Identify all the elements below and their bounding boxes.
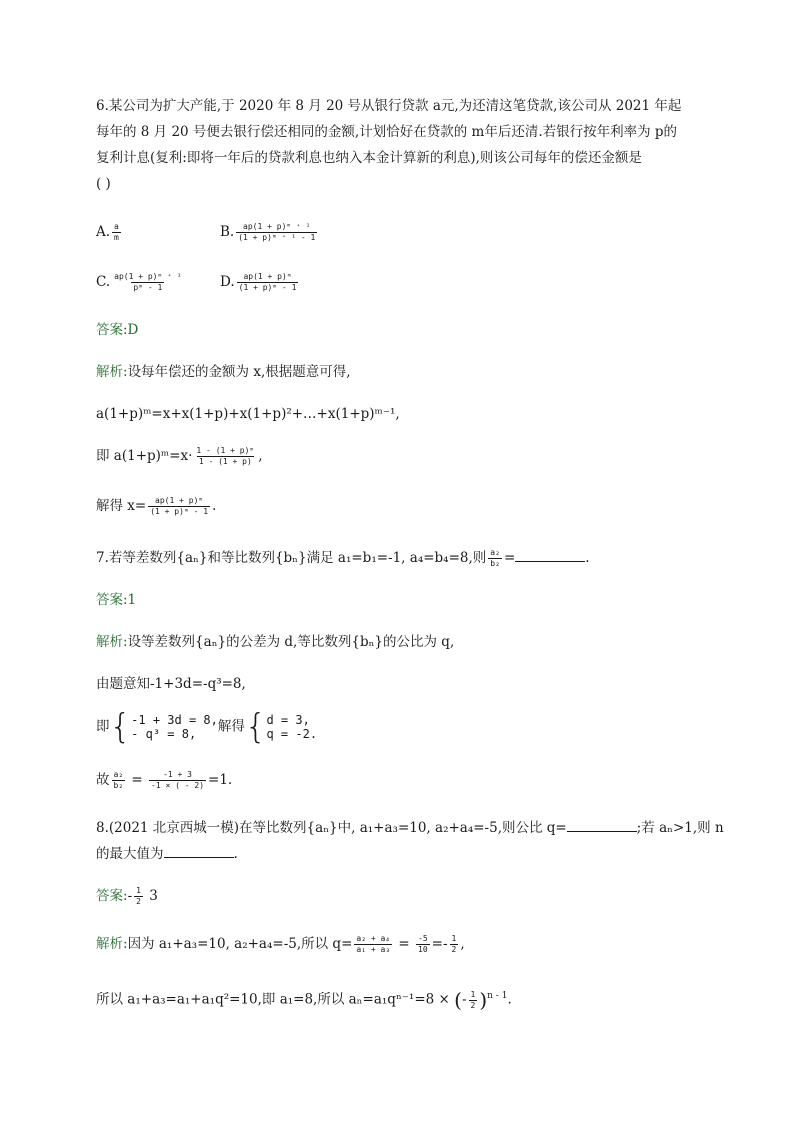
frac-num: ap(1 + p)ᵐ ⁺ ¹: [114, 272, 182, 281]
math-text: .: [212, 498, 217, 514]
option-label: B.: [220, 224, 235, 240]
answer-blank[interactable]: [567, 819, 637, 832]
q6-stem-line1: 6.某公司为扩大产能,于 2020 年 8 月 20 号从银行贷款 a元,为还清这笔贷款,该公司从 2021 年起: [96, 98, 682, 114]
q6-solution-line1: [96, 362, 351, 382]
math-text: 故: [96, 772, 110, 788]
equation-system: [131, 713, 218, 741]
frac-num: a₂: [490, 548, 500, 557]
q8-stem-line2: [96, 844, 238, 864]
frac-den: b₂: [113, 781, 124, 790]
frac-num: -1 + 3: [163, 770, 192, 779]
math-text: 所以 a₁+a₃=a₁+a₁q²=10,即 a₁=8,所以 aₙ=a₁qⁿ⁻¹=8 ×: [96, 991, 455, 1008]
equation-row: q = -2.: [266, 727, 318, 741]
frac-den: 2: [451, 945, 457, 954]
math-text: =1.: [208, 772, 233, 788]
math-text: 3: [144, 888, 158, 904]
exponent: n - 1: [487, 991, 508, 1001]
solution-label: 解析:: [96, 936, 128, 952]
frac-num: ap(1 + p)ᵐ: [243, 272, 292, 281]
math-text: 即 a(1+p)ᵐ=x·: [96, 448, 193, 464]
q6-option-a: [96, 222, 123, 243]
q7-solution-line4: [96, 770, 232, 791]
frac-den: pᵐ - 1: [133, 283, 163, 292]
q7-solution-line2: 由题意知-1+3d=-q³=8,: [96, 676, 246, 692]
equation-row: - q³ = 8,: [131, 727, 197, 741]
solution-text: 设每年偿还的金额为 x,根据题意可得,: [127, 364, 351, 380]
q6-stem-line2: 每年的 8 月 20 号便去银行偿还相同的金额,计划恰好在贷款的 m年后还清.若银行按年利率为 p的: [96, 124, 678, 140]
math-text: -: [127, 888, 133, 904]
frac-num: a₂: [113, 770, 124, 779]
frac-num: a₂ + a₄: [356, 934, 391, 943]
frac-num: -5: [418, 934, 428, 943]
equation-row: d = 3,: [266, 713, 310, 727]
option-label: D.: [220, 274, 235, 290]
math-text: =: [394, 936, 415, 952]
frac-num: 1: [451, 934, 457, 943]
frac-num: 1: [470, 989, 476, 999]
left-brace: {: [109, 707, 132, 747]
q6-answer: 答案:D: [96, 322, 139, 338]
answer-blank[interactable]: [515, 549, 585, 562]
q6-option-c: [96, 272, 186, 293]
answer-blank[interactable]: [164, 845, 234, 858]
frac-num: ap(1 + p)ᵐ ⁺ ¹: [243, 222, 311, 231]
frac-den: 10: [418, 945, 428, 954]
q6-option-d: [220, 272, 300, 293]
option-label: C.: [96, 274, 111, 290]
math-text: -: [461, 991, 467, 1008]
frac-den: a₁ + a₃: [356, 945, 391, 954]
math-text: 即: [96, 718, 110, 735]
frac-num: ap(1 + p)ᵐ: [155, 496, 204, 505]
frac-den: (1 + p)ᵐ ⁺ ¹ - 1: [238, 233, 316, 242]
frac-den: b₂: [490, 559, 500, 568]
math-text: ,: [460, 936, 465, 952]
answer-label: 答案:: [96, 888, 128, 904]
q6-option-b: [220, 222, 319, 243]
frac-den: 2: [470, 1000, 476, 1010]
q7-stem: [96, 548, 590, 569]
q8-stem-line1: [96, 818, 724, 838]
q7-answer: 答案:1: [96, 592, 137, 608]
frac-num: 1: [136, 886, 141, 895]
right-paren: ): [479, 988, 488, 1012]
stem-text: ;若 aₙ>1,则 n: [636, 820, 724, 836]
frac-den: -1 × ( - 2): [151, 781, 205, 790]
stem-text: .: [233, 846, 238, 862]
frac-den: (1 + p)ᵐ - 1: [150, 507, 209, 516]
solution-label: 解析:: [96, 364, 128, 380]
q6-solution-line4: [96, 496, 216, 517]
q6-stem-line4: ( ): [96, 176, 111, 192]
q8-solution-line2: [96, 986, 512, 1011]
math-text: 解得 x=: [96, 498, 147, 514]
frac-den: 2: [136, 897, 141, 906]
q8-solution-line1: [96, 934, 465, 955]
math-text: =-: [431, 936, 448, 952]
math-text: ,: [258, 448, 263, 464]
stem-text: 7.若等差数列{aₙ}和等比数列{bₙ}满足 a₁=b₁=-1, a₄=b₄=8,则: [96, 550, 487, 566]
frac-num: a: [114, 222, 119, 231]
frac-den: m: [114, 233, 119, 242]
option-label: A.: [96, 224, 111, 240]
stem-text: 的最大值为: [96, 846, 164, 862]
frac-den: 1 - (1 + p): [198, 457, 252, 466]
math-text: 因为 a₁+a₃=10, a₂+a₄=-5,所以 q=: [127, 936, 353, 952]
stem-text: =: [503, 550, 516, 566]
q6-stem-line3: 复利计息(复利:即将一年后的贷款利息也纳入本金计算新的利息),则该公司每年的偿还金额是: [96, 150, 642, 166]
equation-row: -1 + 3d = 8,: [131, 713, 218, 727]
q7-solution-line1: [96, 632, 454, 652]
q8-answer: [96, 886, 158, 907]
left-paren: (: [454, 988, 462, 1012]
q6-solution-line3: [96, 446, 263, 467]
math-text: 解得: [217, 718, 245, 735]
left-brace: {: [244, 707, 267, 747]
math-text: =: [127, 772, 148, 788]
equation-system: [266, 713, 317, 741]
frac-den: (1 + p)ᵐ - 1: [238, 283, 297, 292]
q6-solution-line2: a(1+p)ᵐ=x+x(1+p)+x(1+p)²+…+x(1+p)ᵐ⁻¹,: [96, 406, 400, 422]
solution-text: 设等差数列{aₙ}的公差为 d,等比数列{bₙ}的公比为 q,: [127, 634, 455, 650]
stem-text: 8.(2021 北京西城一模)在等比数列{aₙ}中, a₁+a₃=10, a₂+a₄=-5,则公比 q=: [96, 820, 567, 836]
solution-label: 解析:: [96, 634, 128, 650]
q7-solution-system: [96, 707, 318, 747]
stem-text: .: [585, 550, 590, 566]
math-text: .: [507, 991, 512, 1008]
frac-num: 1 - (1 + p)ᵐ: [196, 446, 255, 455]
